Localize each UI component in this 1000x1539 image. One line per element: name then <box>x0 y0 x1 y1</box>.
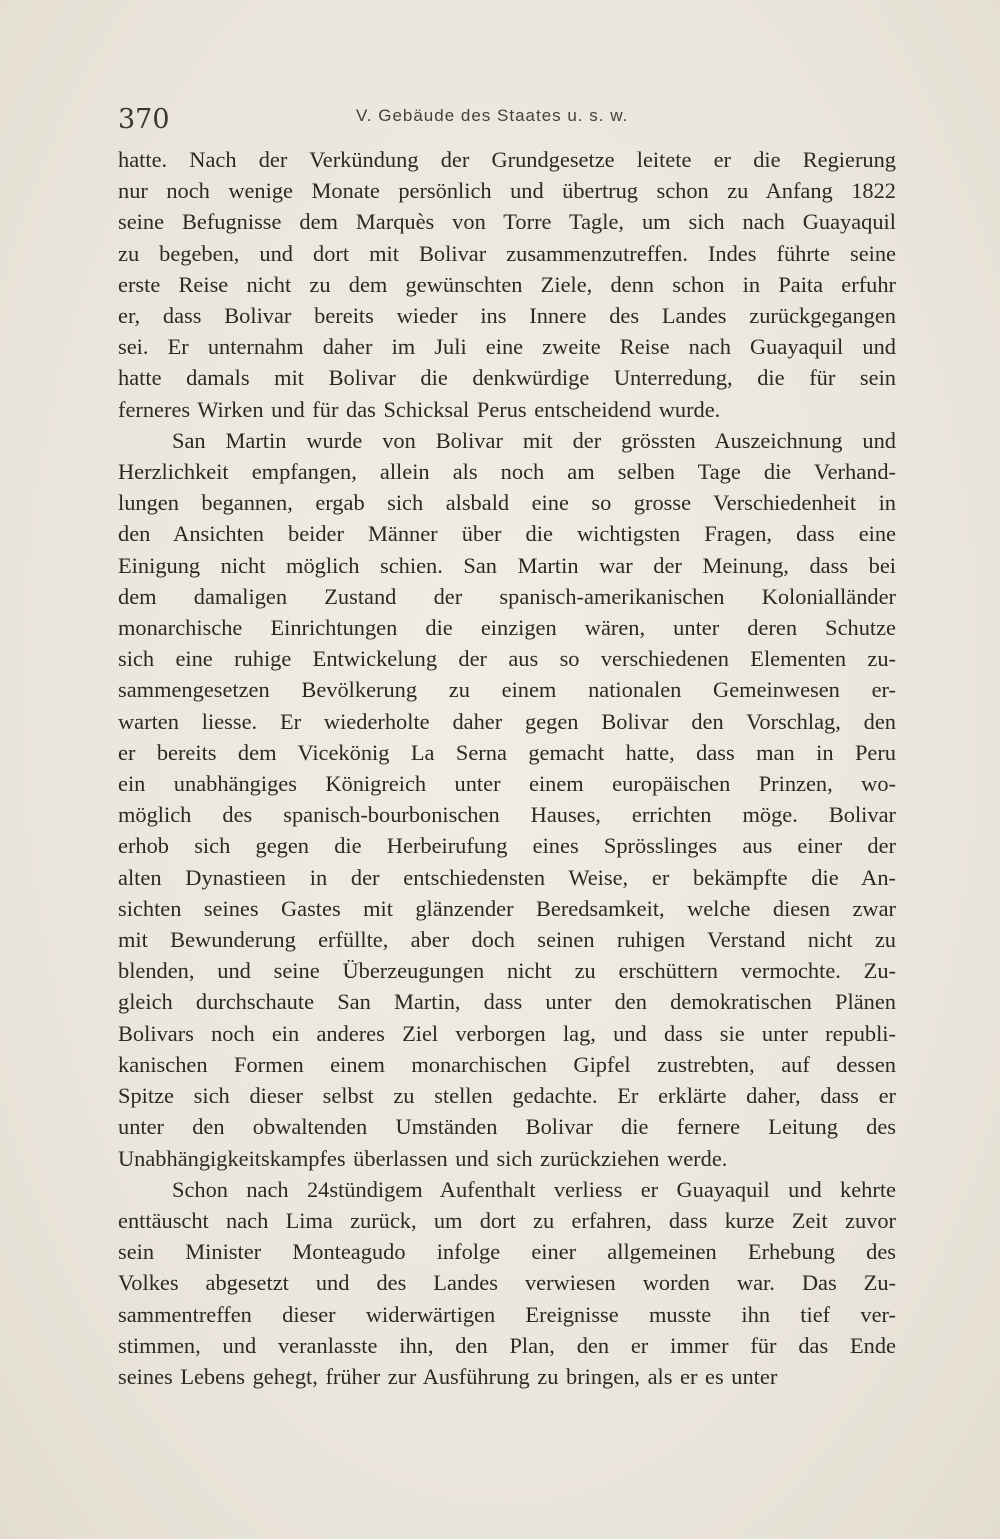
text-line: zu begeben, und dort mit Bolivar zusammenzutreffen. Indes führte seine <box>118 240 896 266</box>
text-line: er bereits dem Vicekönig La Serna gemacht hatte, dass man in Peru <box>118 739 896 765</box>
text-line: lungen begannen, ergab sich alsbald eine so grosse Verschiedenheit in <box>118 490 896 516</box>
page-number: 370 <box>118 104 170 135</box>
text-line: mit Bewunderung erfüllte, aber doch seinen ruhigen Verstand nicht zu <box>118 927 896 953</box>
text-line: möglich des spanisch-bourbonischen Hauses, errichten möge. Bolivar <box>118 802 896 828</box>
text-line: erhob sich gegen die Herbeirufung eines Sprösslinges aus einer der <box>118 833 896 859</box>
text-line: dem damaligen Zustand der spanisch-amerikanischen Kolonialländer <box>118 583 896 609</box>
text-line: Einigung nicht möglich schien. San Martin war der Meinung, dass bei <box>118 552 896 578</box>
text-line: sammengesetzen Bevölkerung zu einem nationalen Gemeinwesen er- <box>118 677 896 703</box>
paragraph <box>118 144 896 425</box>
text-line: monarchische Einrichtungen die einzigen wären, unter deren Schutze <box>118 615 896 641</box>
text-line: erste Reise nicht zu dem gewünschten Ziele, denn schon in Paita erfuhr <box>118 271 896 297</box>
text-line: seines Lebens gehegt, früher zur Ausführung zu bringen, als er es unter <box>118 1363 778 1389</box>
text-line: sei. Er unternahm daher im Juli eine zweite Reise nach Guayaquil und <box>118 334 896 360</box>
text-line: Herzlichkeit empfangen, allein als noch am selben Tage die Verhand- <box>118 459 896 485</box>
text-line: gleich durchschaute San Martin, dass unter den demokratischen Plänen <box>118 989 896 1015</box>
text-line: er, dass Bolivar bereits wieder ins Innere des Landes zurückgegangen <box>118 303 896 329</box>
text-line: warten liesse. Er wiederholte daher gegen Bolivar den Vorschlag, den <box>118 708 896 734</box>
text-line: sein Minister Monteagudo infolge einer allgemeinen Erhebung des <box>118 1239 896 1265</box>
text-line: enttäuscht nach Lima zurück, um dort zu erfahren, dass kurze Zeit zuvor <box>118 1207 896 1233</box>
text-line: Schon nach 24stündigem Aufenthalt verliess er Guayaquil und kehrte <box>172 1176 896 1202</box>
paragraph <box>118 1174 896 1392</box>
text-line: sichten seines Gastes mit glänzender Beredsamkeit, welche diesen zwar <box>118 895 896 921</box>
text-line: San Martin wurde von Bolivar mit der grössten Auszeichnung und <box>172 427 896 453</box>
running-head: V. Gebäude des Staates u. s. w. <box>356 106 629 125</box>
text-line: kanischen Formen einem monarchischen Gipfel zustrebten, auf dessen <box>118 1051 896 1077</box>
text-line: ferneres Wirken und für das Schicksal Perus entscheidend wurde. <box>118 396 721 422</box>
text-line: hatte damals mit Bolivar die denkwürdige Unterredung, die für sein <box>118 365 896 391</box>
text-line: seine Befugnisse dem Marquès von Torre Tagle, um sich nach Guayaquil <box>118 209 896 235</box>
text-line: Unabhängigkeitskampfes überlassen und sich zurückziehen werde. <box>118 1145 728 1171</box>
page-header <box>118 100 898 140</box>
text-line: ein unabhängiges Königreich unter einem europäischen Prinzen, wo- <box>118 771 896 797</box>
text-line: hatte. Nach der Verkündung der Grundgesetze leitete er die Regierung <box>118 147 896 172</box>
text-line: Spitze sich dieser selbst zu stellen gedachte. Er erklärte daher, dass er <box>118 1083 896 1109</box>
text-line: sich eine ruhige Entwickelung der aus so verschiedenen Elementen zu- <box>118 646 896 672</box>
text-line: stimmen, und veranlasste ihn, den Plan, den er immer für das Ende <box>118 1332 896 1358</box>
text-line: alten Dynastieen in der entschiedensten Weise, er bekämpfte die An- <box>118 864 896 890</box>
text-line: Bolivars noch ein anderes Ziel verborgen lag, und dass sie unter republi- <box>118 1020 896 1046</box>
text-line: nur noch wenige Monate persönlich und übertrug schon zu Anfang 1822 <box>118 178 896 204</box>
text-line: den Ansichten beider Männer über die wichtigsten Fragen, dass eine <box>118 521 896 547</box>
text-line: unter den obwaltenden Umständen Bolivar die fernere Leitung des <box>118 1114 896 1140</box>
text-line: blenden, und seine Überzeugungen nicht zu erschüttern vermochte. Zu- <box>118 958 896 984</box>
text-line: Volkes abgesetzt und des Landes verwiesen worden war. Das Zu- <box>118 1270 896 1296</box>
text-line: sammentreffen dieser widerwärtigen Ereignisse musste ihn tief ver- <box>118 1301 896 1327</box>
paragraph <box>118 425 896 1174</box>
body-text <box>118 144 896 1392</box>
